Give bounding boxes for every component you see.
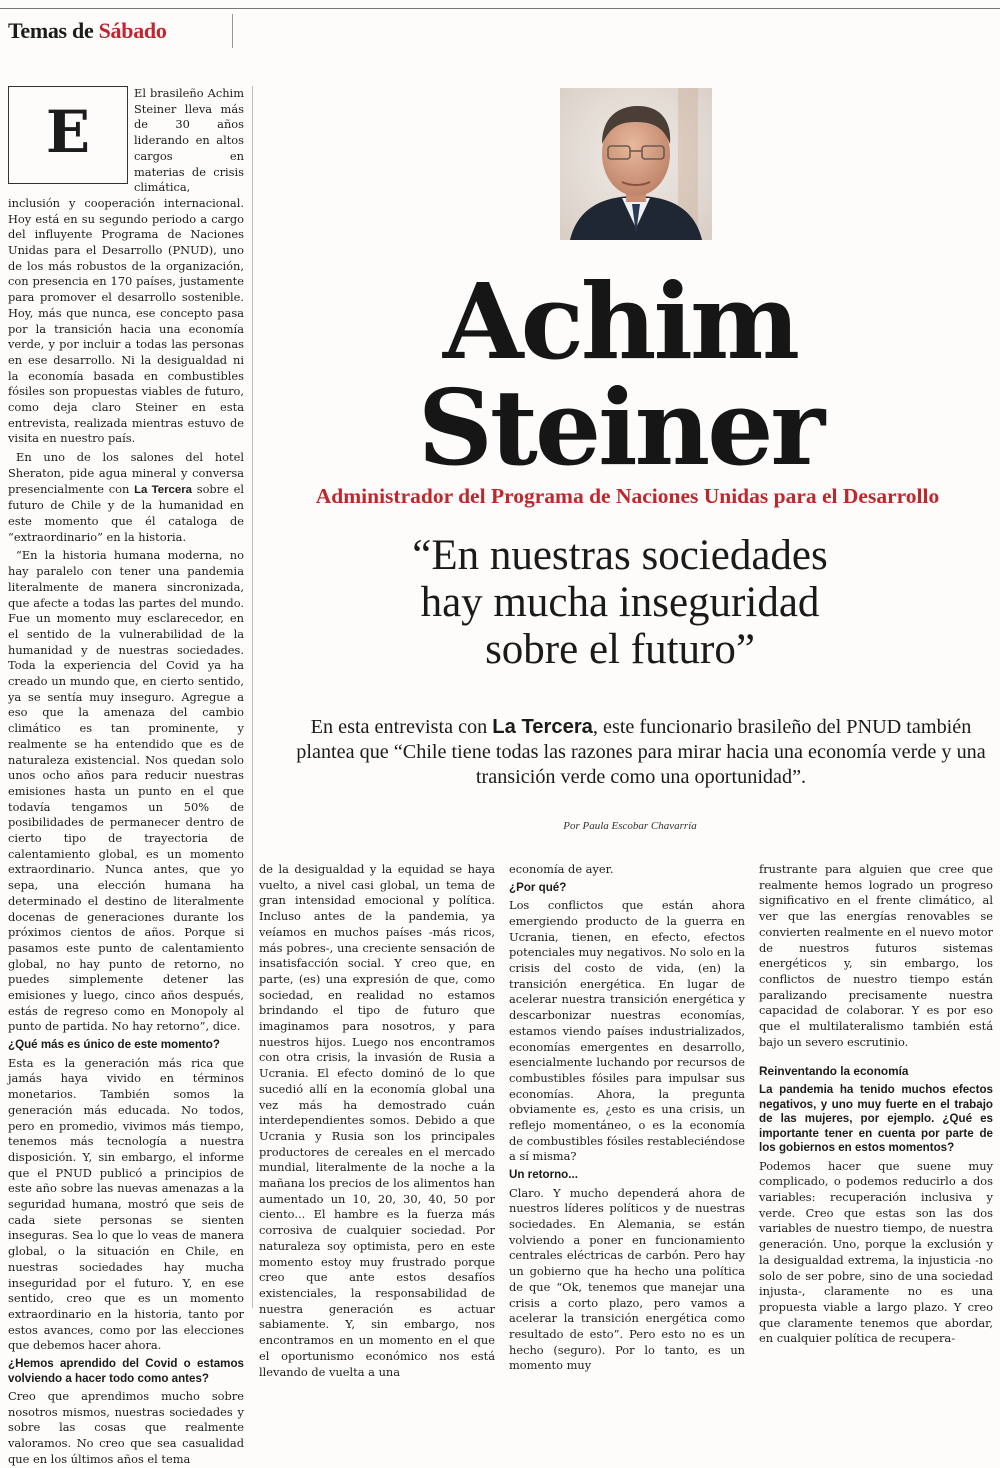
- dropcap-letter: E: [45, 98, 91, 166]
- pull-quote-line: sobre el futuro”: [485, 626, 755, 673]
- interview-question: ¿Por qué?: [509, 880, 567, 894]
- pull-quote: [330, 532, 910, 673]
- body-paragraph: [8, 450, 244, 545]
- subheading: Reinventando la economía: [759, 1064, 909, 1079]
- body-paragraph: Podemos hacer que suene muy complicado, o podemos reducirlo a dos variables: recuperación inclusiva y verde. Creo que estas son las dos variables de nuestro tiempo, de nuestra generación. Uno, porque la exclusión y la desigualdad extrema, la injusticia -no solo de ser pobre, sino de una sociedad injusta-, claramente no es una propuesta viable a largo plazo. Y creo que claramente tenemos que abordar, en cualquier política de recupera-: [759, 1158, 993, 1346]
- section-prefix: Temas de: [8, 18, 94, 43]
- top-rule: [0, 8, 1000, 9]
- lede-brand: La Tercera: [492, 716, 593, 738]
- person-portrait-icon: [560, 88, 712, 240]
- body-paragraph: economía de ayer.: [509, 862, 614, 876]
- lede-after: , este funcionario brasileño del PNUD también plantea que “Chile tiene todas las razones para mirar hacia una economía verde y una transición verde como una oportunidad”.: [296, 716, 986, 788]
- section-header: [8, 18, 167, 44]
- portrait-photo: [560, 88, 712, 240]
- pull-quote-line: “En nuestras sociedades: [412, 532, 828, 579]
- body-paragraph: Esta es la generación más rica que jamás haya vivido en términos monetarios. También somos la generación más educada. No todos, pero en promedio, vivimos más tiempo, tenemos más tecnología a nuestra disposición. Y, sin embargo, el informe que el PNUD publicó a principios de este año sobre las nuevas amenazas a la seguridad humana, mostró que seis de cada siete personas se sienten inseguras. Sea lo que lo veas de manera global, o la situación en Chile, en nuestras sociedades hay mucha inseguridad por el futuro. Y, en ese sentido, creo que es un momento extraordinario en la historia, tanto por estos avances, como por las elecciones que debemos hacer ahora.: [8, 1055, 244, 1353]
- section-divider: [232, 14, 233, 48]
- headline-name-last: Steiner: [417, 366, 823, 489]
- body-paragraph: Los conflictos que están ahora emergiendo producto de la guerra en Ucrania, tienen, en efecto, efectos potenciales muy negativos. No solo en la crisis del costo de vida, (en) la transición energética. En lugar de acelerar nuestra transición energética y descarbonizar nuestras economías, estamos viendo países industrializados, economías emergentes en desarrollo, esencialmente luchando por recursos de combustibles fósiles para impulsar sus economías. Ahora, la pregunta obviamente es, ¿esto es una crisis, un reflejo momentáneo, o es la economía de combustibles fósiles restableciéndose a sí misma?: [509, 898, 745, 1164]
- p2-after: sobre el futuro de Chile y de la humanidad en este momento que él cataloga de “extraordinario” en la historia.: [8, 481, 245, 544]
- intro-paragraph: El brasileño Achim Steiner lleva más de 30 años liderando en altos cargos en materias de crisis climática, inclusión y cooperación internacional. Hoy está en su segundo periodo a cargo del influyente Programa de Naciones Unidas para el Desarrollo (PNUD), uno de los más robustos de la organización, con presencia en 170 países, justamente para promover el desarrollo sostenible. Hoy, más que nunca, ese concepto pasa por la transición hacia una economía verde, y por incluir a todas las personas en ese desarrollo. Ni la desigualdad ni la economía basada en combustibles fósiles son propuestas viables de futuro, como deja claro Steiner en esta entrevista, realizada mientras estuvo de visita en nuestro país.: [8, 86, 244, 446]
- interview-question: La pandemia ha tenido muchos efectos negativos, y uno muy fuerte en el trabajo de las mujeres, por ejemplo. ¿Qué es importante tener en cuenta por parte de los gobiernos en estos momentos?: [759, 1083, 993, 1155]
- column-divider: [252, 86, 253, 1308]
- interview-question: Un retorno...: [509, 1168, 578, 1182]
- article-column-1: [8, 86, 245, 1466]
- headline-name-first: Achim: [442, 260, 798, 383]
- subject-role: Administrador del Programa de Naciones Unidas para el Desarrollo: [315, 484, 940, 508]
- article-column-4: [759, 862, 993, 1346]
- p2-before: En uno de los salones del hotel Sheraton, pide agua mineral y conversa presencialmente con: [8, 450, 244, 496]
- article-column-3: [509, 862, 745, 1373]
- dropcap-box: [8, 86, 128, 184]
- lede-before: En esta entrevista con: [310, 716, 488, 738]
- section-highlight: Sábado: [98, 18, 167, 43]
- brand-name: La Tercera: [134, 483, 192, 496]
- body-paragraph: “En la historia humana moderna, no hay paralelo con tener una pandemia literalmente de manera sincronizada, que afecte a todas las partes del mundo. Fue un momento muy esclarecedor, en el sentido de la vulnerabilidad de la humanidad y de nuestras sociedades. Toda la experiencia del Covid ya ha creado un mundo que, en cierto sentido, ya se sentía muy inseguro. Agregue a eso que la amenaza del cambio climático es tan prominente, y realmente se ha entendido que es de naturaleza existencial. Nos quedan solo unos ocho años para reducir nuestras emisiones hasta un punto en el que todavía tengamos un 50% de posibilidades de permanecer dentro de cierto tipo de trayectoria de calentamiento global, es un momento extraordinario. Nunca antes, que yo sepa, una elección humana ha determinado el destino de literalmente docenas de generaciones durante los próximos cientos de años. Porque si pasamos este punto de calentamiento global, no hay punto de retorno, no puedes simplemente detener las emisiones y luego, cinco años después, estás de regreso como en Monopoly al punto de partida. No hay retorno”, dice.: [8, 548, 244, 1034]
- pull-quote-line: hay mucha inseguridad: [420, 579, 820, 626]
- body-paragraph: Creo que aprendimos mucho sobre nosotros mismos, nuestras sociedades y sobre las cosas que realmente valoramos. No creo que sea casualidad que en los últimos años el tema: [8, 1389, 244, 1466]
- body-paragraph: de la desigualdad y la equidad se haya vuelto, a nivel casi global, un tema de gran intensidad emocional y política. Incluso antes de la pandemia, ya veíamos en muchos países -más ricos, más pobres-, una creciente sensación de insatisfacción social. Y creo que, en parte, (es) una expresión de que, como sociedad, en realidad no estamos brindando el tipo de futuro que imaginamos para nosotros, y para nuestros hijos. Luego nos encontramos con otra crisis, la invasión de Rusia a Ucrania. El efecto dominó de lo que sucedió allí en la economía global una vez más ha demostrado cuán interdependientes somos. Debido a que Ucrania y Rusia son los principales productores de cereales en el mercado mundial, literalmente de la noche a la mañana los precios de los alimentos han aumentado un 10, 20, 30, 40, 50 por ciento... El hambre es la fuerza más corrosiva de cualquier sociedad. Por naturaleza soy optimista, pero en este momento estoy muy frustrado porque creo que ante estos desafíos existenciales, la responsabilidad de nuestra generación es actuar sabiamente. Y, sin embargo, nos encontramos en un momento en el que el oportunismo económico nos está llevando de vuelta a una: [259, 862, 495, 1379]
- body-paragraph: frustrante para alguien que cree que realmente hemos logrado un progreso significativo en el frente climático, al ver que las energías renovables se convierten realmente en el nuevo motor de nuestros futuros sistemas energéticos y, sin embargo, los conflictos de nuestro tiempo están paralizando precisamente nuestra capacidad de colaborar. Y es por eso que el multilateralismo también está bajo un severo escrutinio.: [759, 862, 993, 1049]
- article-column-2: [259, 862, 495, 1379]
- byline: Por Paula Escobar Chavarría: [563, 820, 697, 832]
- body-paragraph: Claro. Y mucho dependerá ahora de nuestros líderes políticos y de nuestras sociedades. En Alemania, se están volviendo a poner en funcionamiento centrales eléctricas de carbón. Pero hay un gobierno que ha hecho una política de que “Ok, tenemos que manejar una crisis a corto plazo, pero vamos a acelerar la transición energética como resultado de esto”. Pero esto no es un hecho (seguro). Por lo tanto, es un momento muy: [509, 1185, 745, 1373]
- interview-question: ¿Hemos aprendido del Covid o estamos volviendo a hacer todo como antes?: [8, 1357, 244, 1385]
- lede: [296, 715, 986, 790]
- interview-question: ¿Qué más es único de este momento?: [8, 1038, 220, 1052]
